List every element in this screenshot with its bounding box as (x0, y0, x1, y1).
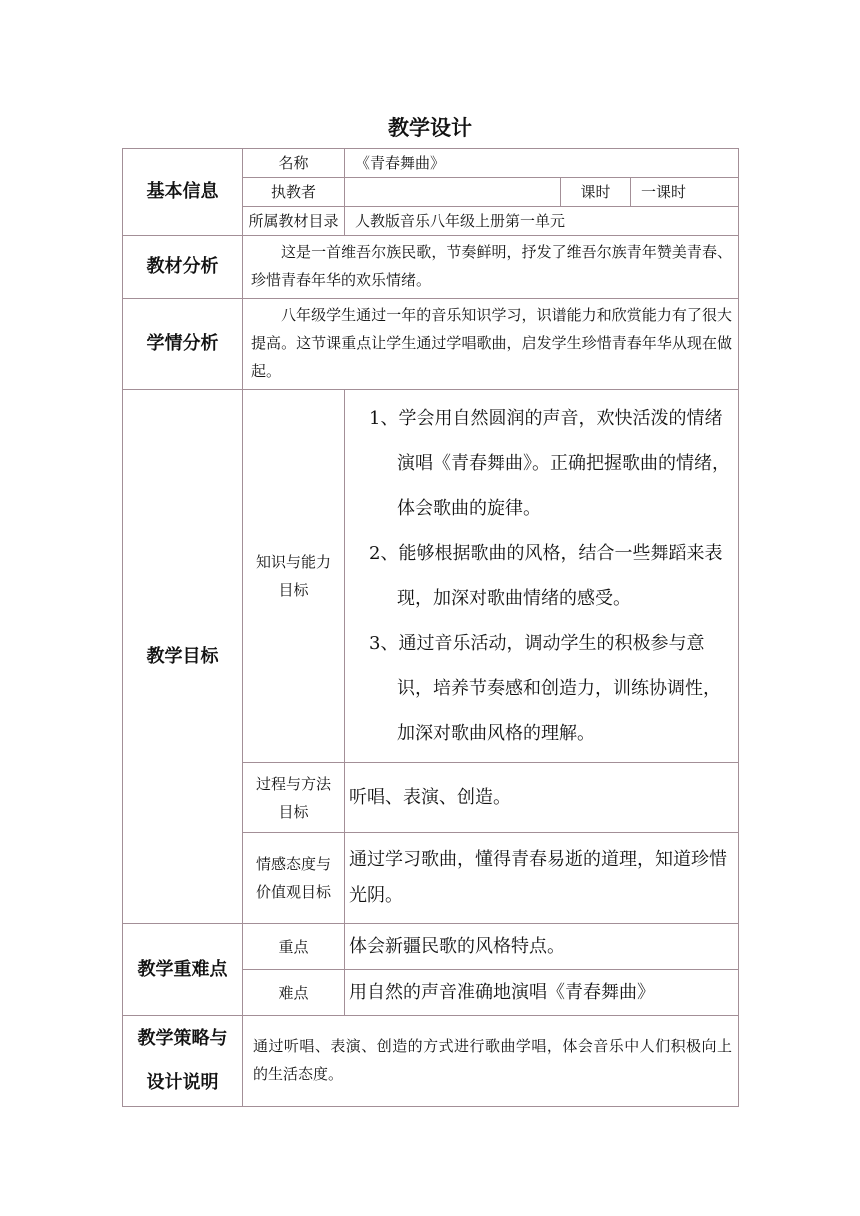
emotion-goal-text: 通过学习歌曲，懂得青春易逝的道理，知道珍惜光阴。 (345, 833, 739, 924)
material-analysis-text: 这是一首维吾尔族民歌，节奏鲜明，抒发了维吾尔族青年赞美青春、珍惜青春年华的欢乐情绪。 (243, 236, 739, 299)
name-value: 《青春舞曲》 (345, 149, 739, 178)
period-value: 一课时 (631, 178, 739, 207)
knowledge-goal-item: 1、学会用自然圆润的声音，欢快活泼的情绪演唱《青春舞曲》。正确把握歌曲的情绪，体会歌曲的旋律。 (369, 408, 730, 519)
section-student-analysis: 学情分析 (123, 299, 243, 390)
key-point-label: 重点 (243, 924, 345, 970)
process-goal-label (243, 763, 345, 833)
knowledge-goal-label-line1: 知识与能力 (255, 553, 331, 571)
knowledge-goal-label-line2: 目标 (278, 581, 309, 599)
section-material-analysis: 教材分析 (123, 236, 243, 299)
strategy-text: 通过听唱、表演、创造的方式进行歌曲学唱，体会音乐中人们积极向上的生活态度。 (243, 1016, 739, 1107)
strategy-label-line1: 教学策略与 (137, 1028, 228, 1049)
knowledge-goal-item: 2、能够根据歌曲的风格，结合一些舞蹈来表现，加深对歌曲情绪的感受。 (369, 543, 723, 609)
catalog-value: 人教版音乐八年级上册第一单元 (345, 207, 739, 236)
row-students (123, 299, 739, 390)
row-key-point (123, 924, 739, 970)
process-goal-text: 听唱、表演、创造。 (345, 763, 739, 833)
process-goal-label-line1: 过程与方法 (255, 774, 331, 793)
row-name (123, 149, 739, 178)
difficult-point-label: 难点 (243, 970, 345, 1016)
strategy-label-line2: 设计说明 (146, 1072, 219, 1093)
section-basic-info: 基本信息 (123, 149, 243, 236)
process-goal-label-line2: 目标 (278, 802, 309, 821)
period-label: 课时 (561, 178, 631, 207)
row-material (123, 236, 739, 299)
teacher-value (345, 178, 561, 207)
knowledge-goal-item: 3、通过音乐活动，调动学生的积极参与意识，培养节奏感和创造力，训练协调性，加深对歌曲风格的理解。 (369, 633, 721, 744)
emotion-goal-label-line2: 价值观目标 (255, 883, 331, 901)
section-key-difficult: 教学重难点 (123, 924, 243, 1016)
emotion-goal-label (243, 833, 345, 924)
section-teaching-goals: 教学目标 (123, 390, 243, 924)
document-title: 教学设计 (388, 116, 472, 140)
emotion-goal-label-line1: 情感态度与 (255, 855, 331, 873)
difficult-point-text: 用自然的声音准确地演唱《青春舞曲》 (345, 970, 739, 1016)
teacher-label: 执教者 (243, 178, 345, 207)
catalog-label: 所属教材目录 (243, 207, 345, 236)
row-strategy (123, 1016, 739, 1107)
student-analysis-text: 八年级学生通过一年的音乐知识学习，识谱能力和欣赏能力有了很大提高。这节课重点让学生通过学唱歌曲，启发学生珍惜青春年华从现在做起。 (243, 299, 739, 390)
lesson-design-table (122, 148, 739, 1107)
row-goal-knowledge (123, 390, 739, 763)
knowledge-goal-content (345, 390, 739, 763)
knowledge-goal-label (243, 390, 345, 763)
name-label: 名称 (243, 149, 345, 178)
key-point-text: 体会新疆民歌的风格特点。 (345, 924, 739, 970)
section-strategy (123, 1016, 243, 1107)
